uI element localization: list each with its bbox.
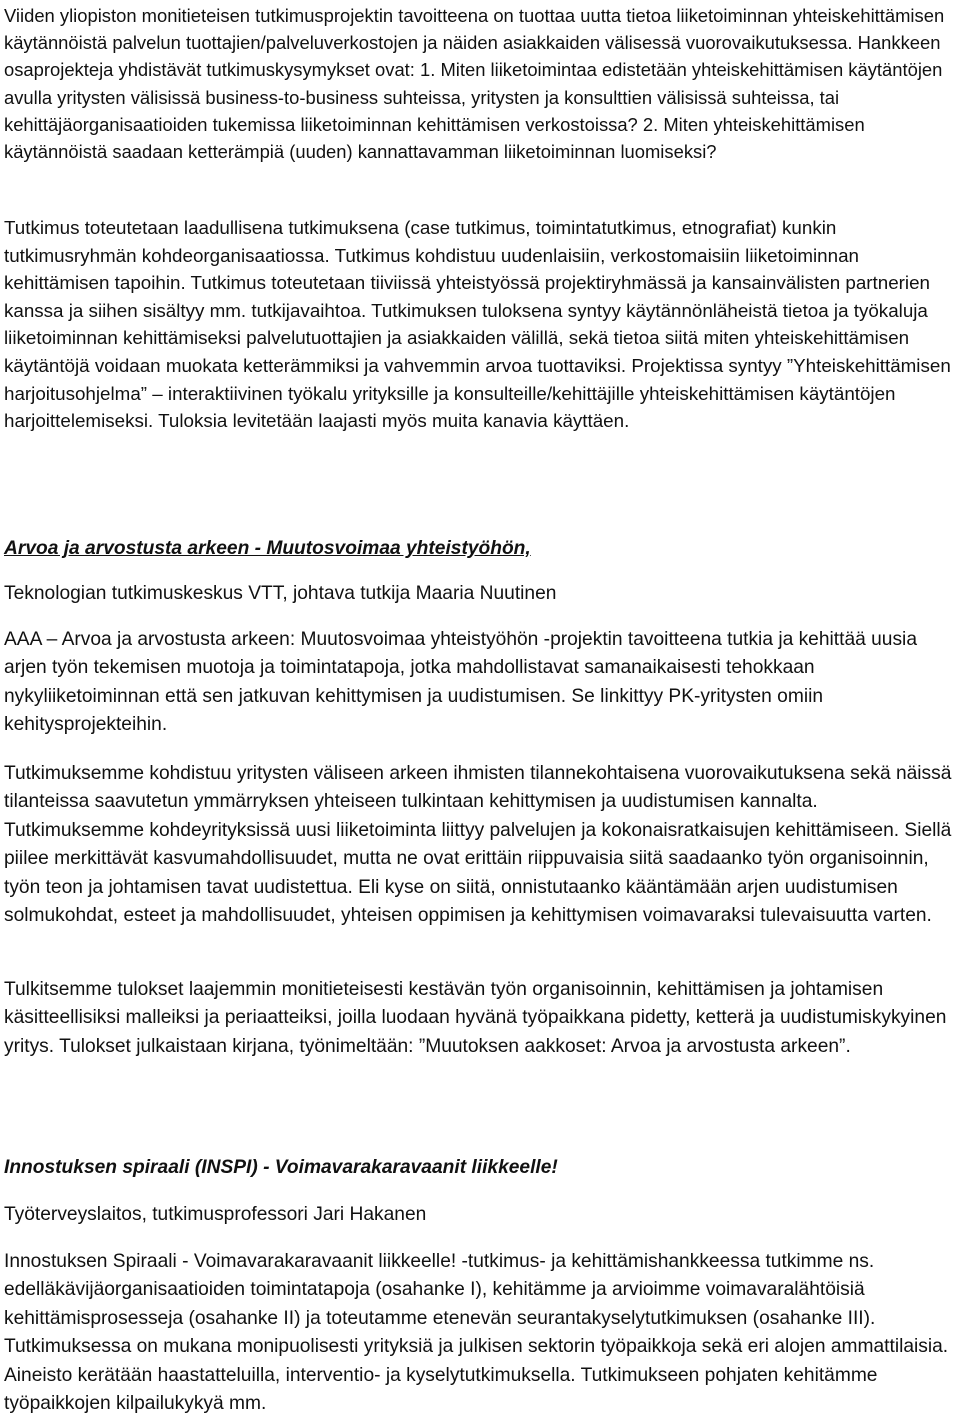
section-heading-inspi: Innostuksen spiraali (INSPI) - Voimavarakaravaanit liikkeelle!: [4, 1157, 558, 1178]
intro-paragraph-1: Viiden yliopiston monitieteisen tutkimusprojektin tavoitteena on tuottaa uutta tietoa liiketoiminnan yhteiskehittämisen käytännöistä palvelun tuottajien/palveluverkostojen ja näiden asiakkaiden välisessä vuorovaikutuksessa. Hankkeen osaprojekteja yhdistävät tutkimuskysymykset ovat: 1. Miten liiketoimintaa edistetään yhteiskehittämisen käytäntöjen avulla yritysten välisissä business-to-business suhteissa, yritysten ja konsulttien välisissä suhteissa, tai kehittäjäorganisaatioiden tukemissa liiketoiminnan kehittämisen verkostoissa? 2. Miten yhteiskehittämisen käytännöistä saadaan ketterämpiä (uuden) kannattavamman liiketoiminnan luomiseksi?: [4, 5, 945, 163]
section-aaa-paragraph-3: Tulkitsemme tulokset laajemmin monitieteisesti kestävän työn organisoinnin, kehittämisen ja johtamisen käsitteellisiksi malleiksi ja periaatteiksi, joilla luodaan hyvänä työpaikkana pidetty, ketterä ja uudistumiskykyinen yritys. Tulokset julkaistaan kirjana, työnimeltään: ”Muutoksen aakkoset: Arvoa ja arvostusta arkeen”.: [4, 979, 947, 1057]
section-org-inspi: Työterveyslaitos, tutkimusprofessori Jari Hakanen: [4, 1204, 427, 1225]
intro-paragraph-2: Tutkimus toteutetaan laadullisena tutkimuksena (case tutkimus, toimintatutkimus, etnografiat) kunkin tutkimusryhmän kohdeorganisaatiossa. Tutkimus kohdistuu uudenlaisiin, verkostomaisiin liiketoiminnan kehittämisen tapoihin. Tutkimus toteutetaan tiiviissä yhteistyössä projektiryhmässä ja kansainvälisten partnerien kanssa ja siihen sisältyy mm. tutkijavaihtoa. Tutkimuksen tuloksena syntyy käytännönläheistä tietoa ja työkaluja liiketoiminnan kehittämiseksi palvelutuottajien ja asiakkaiden välillä, sekä tietoa siitä miten yhteiskehittämisen käytäntöjä voidaan muokata ketterämmiksi ja vahvemmin arvoa tuottaviksi. Projektissa syntyy ”Yhteiskehittämisen harjoitusohjelma” – interaktiivinen työkalu yrityksille ja konsulteille/kehittäjille yhteiskehittämisen käytäntöjen harjoittelemiseksi. Tuloksia levitetään laajasti myös muita kanavia käyttäen.: [4, 217, 951, 432]
section-aaa-paragraph-1: AAA – Arvoa ja arvostusta arkeen: Muutosvoimaa yhteistyöhön -projektin tavoitteena tutkia ja kehittää uusia arjen työn tekemisen muotoja ja toimintatapoja, jotka mahdollistavat samanaikaisesti tehokkaan nykyliiketoiminnan että sen jatkuvan kehittymisen ja uudistumisen. Se linkittyy PK-yritysten omiin kehitysprojekteihin.: [4, 629, 917, 736]
section-heading-aaa: Arvoa ja arvostusta arkeen - Muutosvoimaa yhteistyöhön,: [4, 538, 531, 559]
section-aaa-paragraph-2: Tutkimuksemme kohdistuu yritysten väliseen arkeen ihmisten tilannekohtaisena vuorovaikutuksena sekä näissä tilanteissa saavutetun ymmärryksen yhteiseen tulkintaan kehittymisen ja uudistumisen kannalta. Tutkimuksemme kohdeyrityksissä uusi liiketoiminta liittyy palvelujen ja kokonaisratkaisujen kehittämiseen. Siellä piilee merkittävät kasvumahdollisuudet, mutta ne ovat erittäin riippuvaisia siitä saadaanko työn organisoinnin, työn teon ja johtamisen tavat uudistettua. Eli kyse on siitä, onnistutaanko kääntämään arjen uudistumisen solmukohdat, esteet ja mahdollisuudet, yhteisen oppimisen ja kehittymisen voimavaraksi tulevaisuutta varten.: [4, 763, 952, 927]
section-org-aaa: Teknologian tutkimuskeskus VTT, johtava tutkija Maaria Nuutinen: [4, 583, 557, 604]
section-inspi-paragraph-1: Innostuksen Spiraali - Voimavarakaravaanit liikkeelle! -tutkimus- ja kehittämishankkeessa tutkimme ns. edelläkävijäorganisaatioiden toimintatapoja (osahanke I), kehitämme ja arvioimme voimavaralähtöisiä kehittämisprosesseja (osahanke II) ja toteutamme etenevän seurantakyselytutkimuksen (osahanke III). Tutkimuksessa on mukana monipuolisesti yrityksiä ja julkisen sektorin työpaikkoja sekä eri alojen ammattilaisia. Aineisto kerätään haastatteluilla, interventio- ja kyselytutkimuksella. Tutkimukseen pohjaten kehitämme työpaikkojen kilpailukykyä mm.: [4, 1251, 949, 1415]
